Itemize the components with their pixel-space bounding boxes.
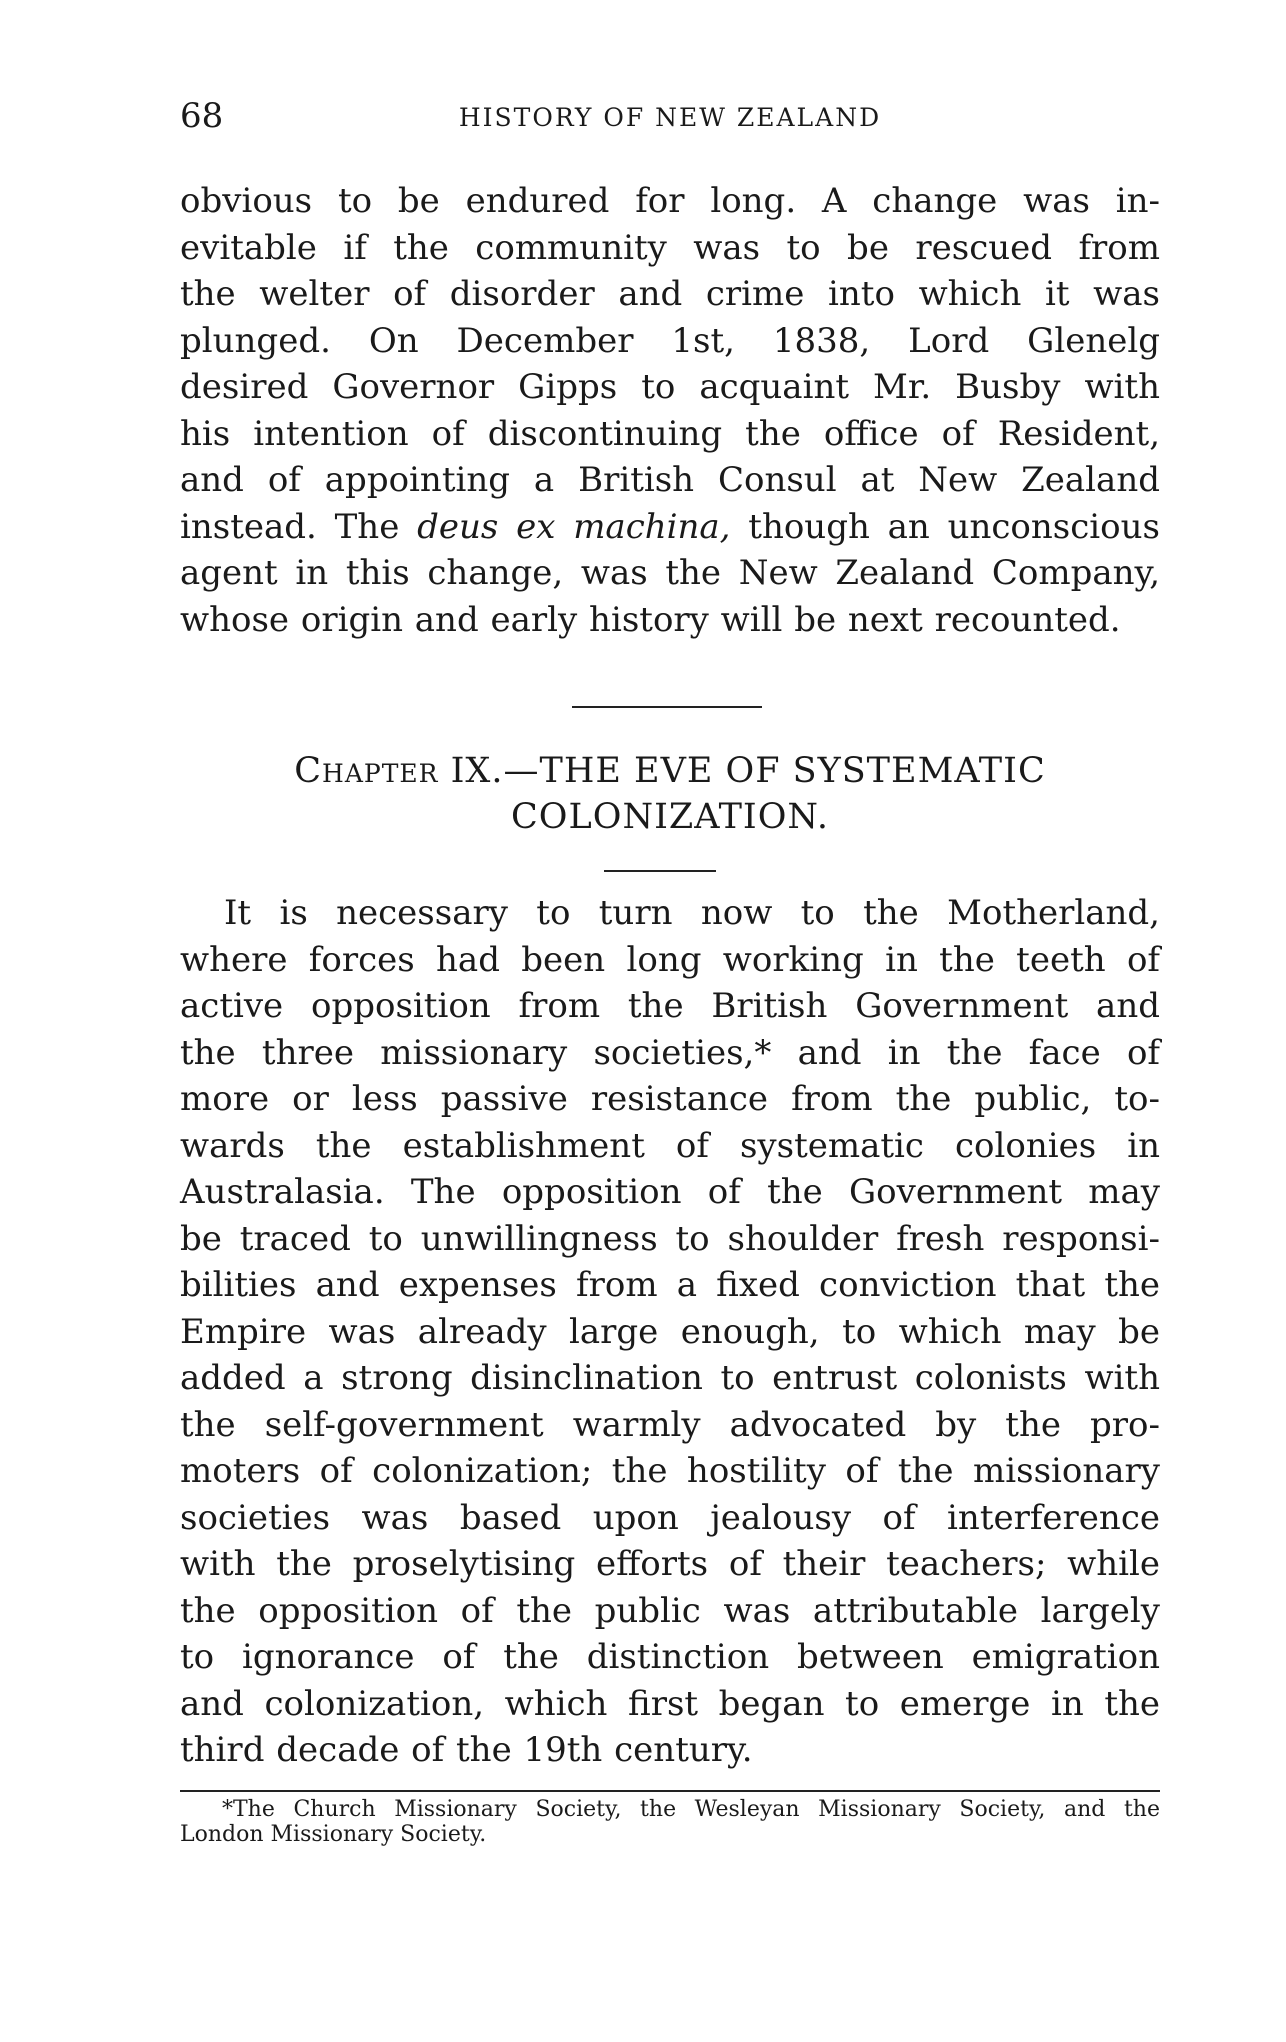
text-line: plunged. On December 1st, 1838, Lord Glenelg — [180, 320, 1160, 361]
text-line: to ignorance of the distinction between emigration — [180, 1637, 1160, 1677]
chapter-heading-line-1 — [180, 748, 1160, 794]
text-line: and of appointing a British Consul at New Zealand — [180, 460, 1160, 500]
section-divider — [572, 706, 762, 708]
text-line: desired Governor Gipps to acquaint Mr. Busby with — [180, 367, 1160, 407]
paragraph-main — [180, 890, 1160, 1774]
text-line: be traced to unwillingness to shoulder fresh responsi- — [180, 1218, 1160, 1259]
chapter-heading-line-2: COLONIZATION. — [511, 797, 829, 837]
footnote-divider — [180, 1790, 1160, 1792]
footnote — [180, 1797, 1160, 1847]
text-line-with-italic — [180, 504, 1160, 551]
text-line: more or less passive resistance from the public, to- — [180, 1079, 1160, 1119]
text-line: added a strong disinclination to entrust colonists with — [180, 1358, 1160, 1398]
paragraph-continuation — [180, 178, 1160, 643]
chapter-title-text: IX.—THE EVE OF SYSTEMATIC — [438, 751, 1046, 791]
text-line: moters of colonization; the hostility of the missionary — [180, 1451, 1160, 1491]
heading-underline — [604, 870, 716, 872]
page-number: 68 — [180, 96, 224, 136]
italic-phrase: deus ex machina, — [417, 506, 731, 547]
running-title: HISTORY OF NEW ZEALAND — [458, 103, 882, 132]
footnote-line: London Missionary Society. — [180, 1822, 487, 1847]
text-line: whose origin and early history will be next recounted. — [180, 599, 1121, 640]
text-line: the self-government warmly advocated by the pro- — [180, 1404, 1160, 1445]
running-head — [180, 96, 1160, 146]
text-line: third decade of the 19th century. — [180, 1730, 753, 1770]
text-line: the welter of disorder and crime into which it was — [180, 274, 1160, 314]
text-line: societies was based upon jealousy of interference — [180, 1497, 1160, 1538]
text-line: active opposition from the British Government and — [180, 986, 1160, 1026]
chapter-label: Chapter — [294, 751, 439, 791]
text-line: obvious to be endured for long. A change was in- — [180, 181, 1160, 221]
text-line: with the proselytising efforts of their teachers; while — [180, 1544, 1160, 1584]
text-line: bilities and expenses from a fixed conviction that the — [180, 1265, 1160, 1305]
text-line: the three missionary societies,* and in the face of — [180, 1032, 1160, 1073]
text-segment: though an unconscious — [730, 506, 1160, 547]
text-line: evitable if the community was to be rescued from — [180, 227, 1160, 268]
footnote-line: *The Church Missionary Society, the Wesleyan Missionary Society, and the — [222, 1797, 1160, 1822]
text-line: Empire was already large enough, to which may be — [180, 1311, 1160, 1352]
text-line: his intention of discontinuing the office of Resident, — [180, 413, 1160, 454]
text-line: wards the establishment of systematic colonies in — [180, 1125, 1160, 1166]
text-line: and colonization, which first began to emerge in the — [180, 1683, 1160, 1724]
text-line: agent in this change, was the New Zealand Company, — [180, 553, 1160, 593]
text-line: Australasia. The opposition of the Government may — [180, 1172, 1160, 1212]
text-segment: instead. The — [180, 506, 418, 547]
text-line: It is necessary to turn now to the Motherland, — [224, 893, 1160, 933]
text-line: where forces had been long working in the teeth of — [180, 939, 1160, 980]
chapter-heading — [180, 748, 1160, 840]
text-line: the opposition of the public was attributable largely — [180, 1590, 1160, 1631]
